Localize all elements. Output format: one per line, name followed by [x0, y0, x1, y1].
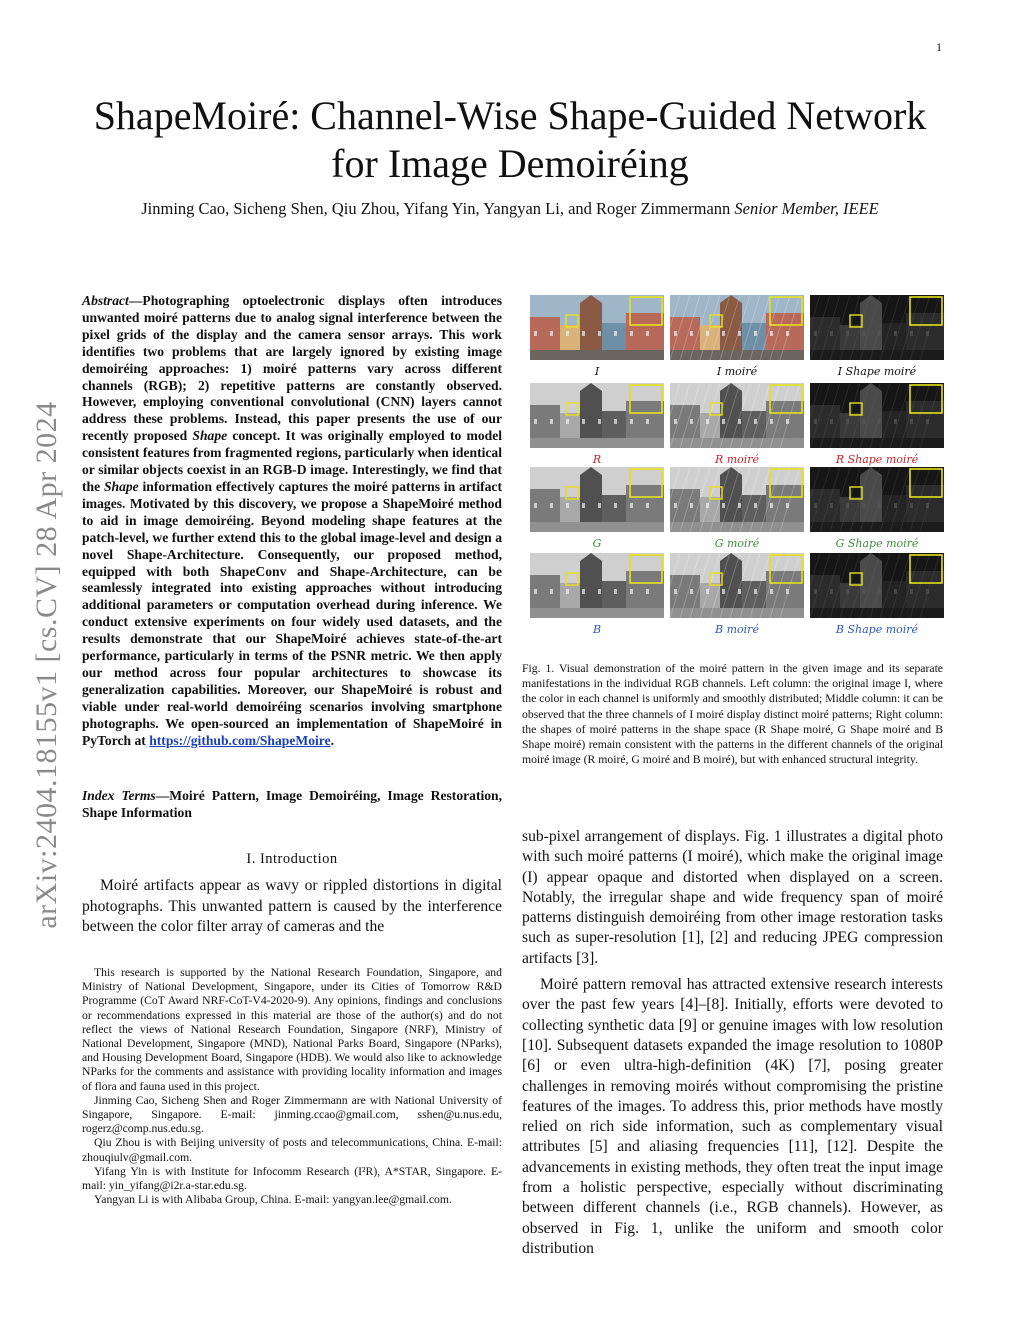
- arxiv-stamp: arXiv:2404.18155v1 [cs.CV] 28 Apr 2024: [30, 401, 63, 929]
- section-heading-introduction: I. Introduction: [246, 851, 338, 867]
- abstract: [82, 293, 502, 749]
- figure-cell-label: R: [592, 453, 602, 466]
- right-paragraph-1: sub-pixel arrangement of displays. Fig. 1 illustrates a digital photo with such moiré patterns (I moiré), which make the original image (I) appear opaque and distorted when displayed on a screen. Notably, the irregular shape and wide frequency span of moiré patterns distinguish demoiréing from other image restoration tasks such as super-resolution [1], [2] and reducing JPEG compression artifacts [3].: [522, 828, 943, 967]
- figure-cell-label: G: [592, 537, 602, 550]
- figure-cell-label: I: [594, 365, 600, 378]
- figure-thumbnail: [530, 467, 664, 532]
- abstract-text-2: concept. It was originally employed to model consistent features from fragmented regions, particularly when identical or similar objects coexist in an RGB-D image. Interestingly, we find that the: [82, 428, 503, 494]
- title-line-2: for Image Demoiréing: [331, 141, 689, 186]
- paper-title: [60, 92, 960, 188]
- abstract-end: .: [330, 732, 335, 748]
- figure-cell-label: B: [592, 623, 602, 636]
- figure-cell-label: I Shape moiré: [837, 365, 917, 378]
- authors-names: Jinming Cao, Sicheng Shen, Qiu Zhou, Yifang Yin, Yangyan Li, and Roger Zimmermann: [141, 199, 731, 218]
- abstract-shape-1: Shape: [192, 428, 228, 444]
- right-column-text: [522, 827, 943, 1259]
- figure-thumbnail: [810, 553, 944, 618]
- footnote-nus: Jinming Cao, Sicheng Shen and Roger Zimmermann are with National University of Singapore, Singapore. E-mail: jinming.ccao@gmail.com, sshen@u.nus.edu, rogerz@comp.nus.edu.sg.: [82, 1093, 502, 1136]
- abstract-text-1: —Photographing optoelectronic displays often introduces unwanted moiré patterns due to analog signal interference between the pixel grids of the display and the camera sensor arrays. This work identifies two problems that are largely ignored by existing image demoiréing approaches: 1) moiré patterns vary across different channels (RGB); 2) repetitive patterns are constantly observed. However, employing conventional convolutional (CNN) layers cannot address these problems. Instead, this paper presents the use of our recently proposed: [82, 293, 502, 444]
- abstract-shape-2: Shape: [103, 478, 139, 494]
- figure-thumbnail: [530, 383, 664, 448]
- figure-thumbnail: [810, 383, 944, 448]
- footnote-funding: This research is supported by the National Research Foundation, Singapore, and Ministry of National Development, Singapore, under its Cities of Tomorrow R&D Programme (CoT Award NRF-CoT-V4-2020-9). Any opinions, findings and conclusions or recommendations expressed in this material are those of the author(s) and do not reflect the views of National Research Foundation, Singapore (NRF), Ministry of National Development, Singapore (MND), National Parks Board, Singapore (NParks), and Housing Development Board, Singapore (HDB). We would also like to acknowledge NParks for the comments and assistance with providing locality information and images of flora and fauna used in this project.: [82, 966, 502, 1093]
- index-terms-text: —Moiré Pattern, Image Demoiréing, Image Restoration, Shape Information: [82, 788, 503, 820]
- figure-thumbnail: [670, 383, 804, 448]
- footnote-bupt: Qiu Zhou is with Beijing university of posts and telecommunications, China. E-mail: zhouqiulv@gmail.com.: [82, 1136, 502, 1164]
- intro-paragraph: Moiré artifacts appear as wavy or rippled distortions in digital photographs. This unwanted pattern is caused by the interference between the color filter array of cameras and the: [82, 877, 502, 935]
- figure-cell-label: R Shape moiré: [835, 453, 919, 466]
- footnote-alibaba: Yangyan Li is with Alibaba Group, China. E-mail: yangyan.lee@gmail.com.: [94, 1193, 452, 1207]
- figure-thumbnail: [670, 553, 804, 618]
- figure-thumbnail: [810, 295, 944, 360]
- figure-thumbnail: [810, 467, 944, 532]
- title-line-1: ShapeMoiré: Channel-Wise Shape-Guided Network: [93, 93, 927, 138]
- figure-1-grid: [530, 295, 944, 645]
- footnotes: [82, 966, 502, 1207]
- figure-thumbnail: [530, 295, 664, 360]
- author-list: [60, 199, 960, 219]
- right-paragraph-2: Moiré pattern removal has attracted extensive research interests over the past few years [4]–[8]. Initially, efforts were devoted to collecting synthetic data [9] or genuine images with low resolution [10]. Subsequent datasets expanded the image resolution to 1080P [6] or even ultra-high-definition (4K) [7], posing greater challenges in removing moirés without compromising the pristine features of the images. To address this, prior methods have mostly relied on rich side information, such as complementary visual attributes [5] and aliasing frequencies [11], [12]. Despite the advancements in existing methods, they often treat the input image from a holistic perspective, especially without discriminating between different channels (i.e., RGB channels). However, as observed in Fig. 1, unlike the uniform and smooth color distribution: [522, 976, 943, 1257]
- figure-cell-label: I moiré: [716, 365, 758, 378]
- figure-cell-label: R moiré: [714, 453, 760, 466]
- index-terms: [82, 788, 502, 822]
- figure-cell-label: G Shape moiré: [835, 537, 919, 550]
- github-link[interactable]: https://github.com/ShapeMoire: [149, 732, 331, 748]
- figure-thumbnail: [670, 295, 804, 360]
- page-number: 1: [936, 40, 942, 54]
- index-terms-label: Index Terms: [82, 788, 156, 803]
- figure-cell-label: B moiré: [715, 623, 759, 636]
- footnote-i2r: Yifang Yin is with Institute for Infocomm Research (I²R), A*STAR, Singapore. E-mail: yin_yifang@i2r.a-star.edu.sg.: [82, 1164, 502, 1193]
- authors-suffix: Senior Member, IEEE: [734, 199, 879, 218]
- figure-thumbnail: [530, 553, 664, 618]
- abstract-label: Abstract: [82, 293, 129, 308]
- figure-cell-label: B Shape moiré: [835, 623, 919, 636]
- abstract-text-3: information effectively captures the moiré patterns in artifact images. Motivated by this discovery, we propose a ShapeMoiré method to aid in image demoiréing. Beyond modeling shape features at the patch-level, we further extend this to the global image-level and design a novel Shape-Architecture. Consequently, our proposed method, equipped with both ShapeConv and Shape-Architecture, can be seamlessly integrated into existing approaches without introducing additional parameters or computation overhead during inference. We conduct extensive experiments on four widely used datasets, and the results demonstrate that our ShapeMoiré achieves state-of-the-art performance, particularly in terms of the PSNR metric. We then apply our method across four popular architectures to showcase its generalization capabilities. Moreover, our ShapeMoiré is robust and viable under real-world demoiréing scenarios involving smartphone photographs. We open-sourced an implementation of ShapeMoiré in PyTorch at: [82, 478, 502, 748]
- figure-cell-label: G moiré: [714, 537, 760, 550]
- figure-thumbnail: [670, 467, 804, 532]
- figure-1-caption: Fig. 1. Visual demonstration of the moiré pattern in the given image and its separate manifestations in the individual RGB channels. Left column: the original image I, where the color in each channel is uniformly and smoothly distributed; Middle column: it can be observed that the three channels of I moiré display distinct moiré patterns; Right column: the shapes of moiré patterns in the shape space (R Shape moiré, G Shape moiré and B Shape moiré) remain consistent with the patterns in the different channels of the original moiré image (R moiré, G moiré and B moiré), but with enhanced structural integrity.: [522, 662, 943, 767]
